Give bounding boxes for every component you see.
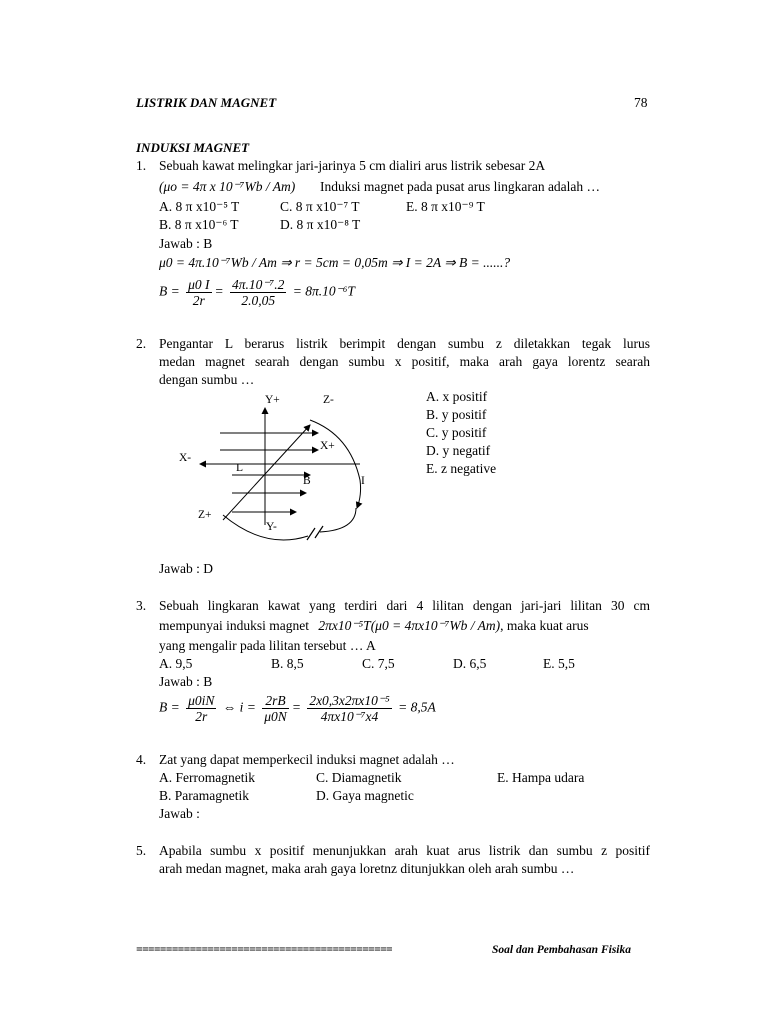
q2-number: 2. [136,336,147,351]
q3-fraction-1: $\frac{\mu 0iN}{2r}$ [188,693,215,724]
q5-line-1: Apabila sumbu x positif menunjukkan arah kuat arus listrik dan sumbu z positif [159,843,650,858]
page-header-title: LISTRIK DAN MAGNET [136,95,277,110]
q3-line-2-end: , maka kuat arus [500,618,589,633]
q2-answer: Jawab : D [159,561,213,576]
q4-answer: Jawab : [159,806,200,821]
q3-line-2-start: mempunyai induksi magnet [159,618,309,633]
q1-fraction-1: $\frac{\mu 0 I}{2r}$ [188,277,210,308]
label-z-plus: Z+ [198,509,212,521]
q1-option-c: C. 8 π x10⁻⁷ T [280,199,360,214]
q4-option-b: B. Paramagnetik [159,788,249,803]
q4-option-c: C. Diamagnetik [316,770,402,785]
q5-number: 5. [136,843,147,858]
q3-option-d: D. 6,5 [453,656,487,671]
force-diagram [170,390,380,560]
q1-text: Sebuah kawat melingkar jari-jarinya 5 cm dialiri arus listrik sebesar 2A [159,158,546,173]
label-l: L [236,462,244,474]
q3-number: 3. [136,598,147,613]
section-title: INDUKSI MAGNET [136,140,250,155]
q3-line-1: Sebuah lingkaran kawat yang terdiri dari 4 lilitan dengan jari-jari lilitan 30 cm [159,598,650,613]
label-x-minus: X- [179,452,192,464]
q1-option-a: A. 8 π x10⁻⁵ T [159,199,240,214]
q3-line-3: yang mengalir pada lilitan tersebut … A [159,638,376,653]
q3-line-2-math: 2πx10⁻⁵T(μ0 = 4πx10⁻⁷Wb / Am) [318,618,501,633]
q1-tail: Induksi magnet pada pusat arus lingkaran adalah … [320,179,601,194]
q3-option-c: C. 7,5 [362,656,395,671]
q3-fraction-2: $\frac{2rB}{\mu 0N}$ [264,693,287,724]
q4-text: Zat yang dapat memperkecil induksi magnet adalah … [159,752,455,767]
q3-option-a: A. 9,5 [159,656,193,671]
q3-formula: B = $\frac{\mu 0iN}{2r}$ ⇔ i = $\frac{2rB}{\mu 0N}$ = $\frac{\text{2x0,3x2πx10⁻⁵}}{\text{4πx10⁻⁷x4}}$ = 8,5A [159,693,436,724]
q1-option-e: E. 8 π x10⁻⁹ T [406,199,485,214]
q1-fraction-2: $\frac{\text{4π.10⁻⁷.2}}{2.0,05}$ [232,277,285,308]
q3-formula-lhs: B = [159,699,180,715]
q2-option-b: B. y positif [426,407,487,422]
q4-option-a: A. Ferromagnetik [159,770,255,785]
q4-number: 4. [136,752,147,767]
label-y-minus: Y- [266,521,277,533]
q4-option-e: E. Hampa udara [497,770,585,785]
q2-line-2: medan magnet searah dengan sumbu x positif, maka arah gaya lorentz searah [159,354,650,369]
q1-number: 1. [136,158,147,173]
label-b: B [303,475,311,487]
q1-option-b: B. 8 π x10⁻⁶ T [159,217,239,232]
label-i: I [361,475,365,487]
q1-step2-rhs: = 8π.10⁻⁶T [292,283,355,299]
q3-formula-mid: ⇔ i = [222,699,256,715]
q2-option-c: C. y positif [426,425,487,440]
q1-option-d: D. 8 π x10⁻⁸ T [280,217,361,232]
q2-line-3: dengan sumbu … [159,372,255,387]
q1-given: (μo = 4π x 10⁻⁷Wb / Am) [159,179,296,194]
circuit-wire-right [320,508,356,532]
q2-line-1: Pengantar L berarus listrik berimpit dengan sumbu z diletakkan tegak lurus [159,336,650,351]
page-number: 78 [634,95,648,110]
q3-line-2 [159,618,589,634]
q3-fraction-3: $\frac{\text{2x0,3x2πx10⁻⁵}}{\text{4πx10⁻⁷x4}}$ [309,693,390,724]
q4-option-d: D. Gaya magnetic [316,788,414,803]
q2-option-e: E. z negative [426,461,497,476]
label-z-minus: Z- [323,394,334,406]
q5-line-2: arah medan magnet, maka arah gaya loretnz ditunjukkan oleh arah sumbu … [159,861,575,876]
q1-step2-lhs: B = [159,283,180,299]
q3-answer: Jawab : B [159,674,213,689]
q1-step2: B = $\frac{\mu 0 I}{2r}$ = $\frac{\text{4π.10⁻⁷.2}}{2.0,05}$ = 8π.10⁻⁶T [159,277,355,308]
footer-text: Soal dan Pembahasan Fisika [492,944,631,956]
q2-option-d: D. y negatif [426,443,491,458]
label-x-plus: X+ [320,440,335,452]
q3-option-b: B. 8,5 [271,656,304,671]
q3-formula-rhs: = 8,5A [398,699,436,715]
label-y-plus: Y+ [265,394,280,406]
footer-rule: =========================================== [136,944,392,956]
q1-step1: μ0 = 4π.10⁻⁷Wb / Am ⇒ r = 5cm = 0,05m ⇒ I = 2A ⇒ B = ......? [159,255,511,270]
q1-answer: Jawab : B [159,236,213,251]
battery-plate-1 [307,528,315,540]
q3-option-e: E. 5,5 [543,656,575,671]
q2-option-a: A. x positif [426,389,488,404]
